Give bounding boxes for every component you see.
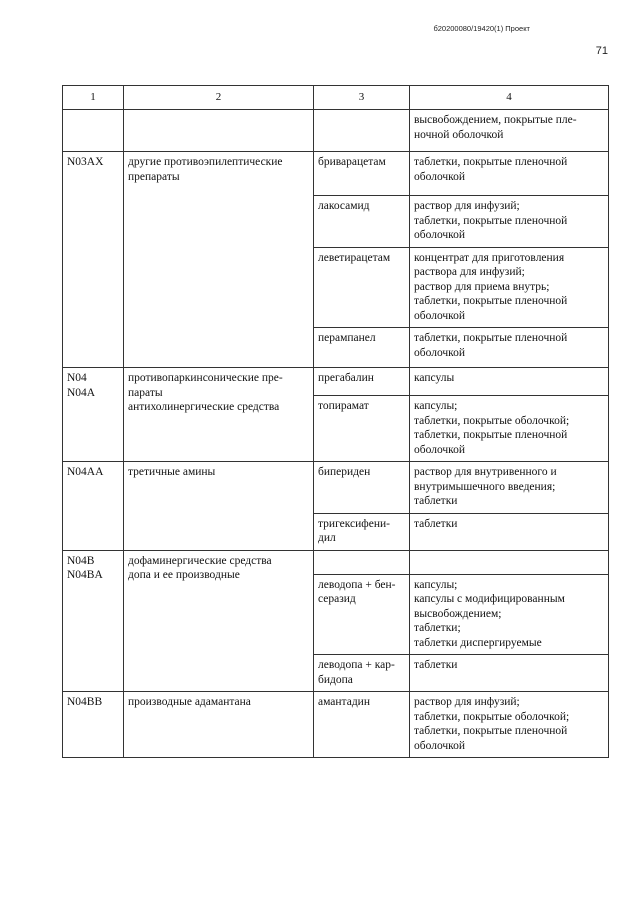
dosage-form-line: таблетки, покрытые пленочной [414, 156, 568, 168]
atc-code-cell [63, 110, 124, 152]
column-header: 3 [314, 86, 410, 110]
drug-name-cell [314, 110, 410, 152]
dosage-forms-cell [410, 396, 609, 462]
drug-name: бидопа [318, 673, 353, 686]
group-name-line: параты [128, 386, 163, 399]
drug-name-cell [314, 396, 410, 462]
dosage-form-line: таблетки [414, 495, 458, 507]
group-cell [124, 368, 314, 462]
atc-code: N04BA [67, 569, 103, 581]
group-name-line: третичные амины [128, 466, 216, 478]
dosage-form-line: раствор для внутривенного и [414, 466, 557, 478]
dosage-forms-cell [410, 462, 609, 514]
dosage-forms-cell [410, 328, 609, 368]
drug-name: серазид [318, 593, 356, 605]
dosage-forms-cell [410, 152, 609, 196]
dosage-form-line: таблетки, покрытые пленочной [414, 429, 568, 441]
group-name-line: допа и ее производные [128, 569, 240, 581]
dosage-forms-cell [410, 368, 609, 396]
drug-name-cell [314, 368, 410, 396]
dosage-form-line: таблетки [414, 517, 458, 530]
drug-name-cell [314, 328, 410, 368]
atc-code: N04BB [67, 696, 103, 708]
drug-name: прегабалин [318, 372, 374, 384]
drug-name-cell [314, 574, 410, 655]
group-name-line: дофаминергические средства [128, 554, 272, 567]
drug-name-cell [314, 196, 410, 248]
group-cell [124, 550, 314, 692]
group-cell [124, 110, 314, 152]
dosage-form-line: высвобождением, покрытые пле- [414, 114, 577, 126]
dosage-form-line: оболочкой [414, 739, 466, 752]
dosage-form-line: таблетки, покрытые пленочной [414, 214, 568, 227]
page-number: 71 [595, 45, 608, 57]
dosage-form-line: капсулы [414, 372, 455, 384]
dosage-form-line: капсулы с модифицированным [414, 593, 565, 605]
dosage-form-line: таблетки, покрытые пленочной [414, 332, 568, 344]
group-name-line: препараты [128, 170, 180, 183]
dosage-form-line: оболочкой [414, 229, 466, 241]
dosage-forms-cell [410, 574, 609, 655]
drug-name-cell [314, 513, 410, 550]
dosage-form-line: таблетки диспергируемые [414, 636, 542, 649]
dosage-forms-cell [410, 550, 609, 574]
table-row [63, 550, 609, 574]
drug-table [62, 85, 609, 758]
atc-code: N04B [67, 554, 95, 567]
drug-name-cell [314, 655, 410, 692]
drug-name: бипериден [318, 466, 371, 478]
drug-name: дил [318, 532, 336, 544]
drug-name: лакосамид [318, 200, 370, 212]
dosage-form-line: раствора для инфузий; [414, 266, 525, 278]
atc-code-cell [63, 368, 124, 462]
group-name-line: производные адамантана [128, 696, 251, 708]
atc-code: N04AA [67, 466, 104, 478]
dosage-form-line: раствор для инфузий; [414, 200, 520, 212]
dosage-form-line: таблетки, покрытые оболочкой; [414, 414, 570, 427]
group-cell [124, 692, 314, 758]
dosage-form-line: внутримышечного введения; [414, 480, 556, 493]
dosage-forms-cell [410, 692, 609, 758]
dosage-forms-cell [410, 196, 609, 248]
dosage-forms-cell [410, 110, 609, 152]
drug-name-cell [314, 692, 410, 758]
table-row [63, 110, 609, 152]
drug-name: топирамат [318, 400, 369, 412]
group-name-line: другие противоэпилептические [128, 156, 283, 168]
dosage-form-line: оболочкой [414, 443, 466, 456]
drug-name: леветирацетам [318, 251, 391, 264]
drug-name-cell [314, 550, 410, 574]
drug-name-cell [314, 462, 410, 514]
dosage-form-line: таблетки, покрытые пленочной [414, 295, 568, 307]
dosage-form-line: таблетки, покрытые пленочной [414, 725, 568, 737]
table-row [63, 692, 609, 758]
atc-code-cell [63, 692, 124, 758]
column-header: 1 [63, 86, 124, 110]
dosage-form-line: ночной оболочкой [414, 128, 504, 141]
column-header: 4 [410, 86, 609, 110]
drug-name: бриварацетам [318, 156, 386, 168]
table-row [63, 462, 609, 514]
document-id: б20200080/19420(1) Проект [433, 24, 530, 33]
drug-name: леводопа + кар- [318, 659, 395, 671]
table-header-row [63, 86, 609, 110]
dosage-form-line: раствор для инфузий; [414, 696, 520, 708]
group-cell [124, 462, 314, 551]
table-row [63, 152, 609, 196]
dosage-forms-cell [410, 513, 609, 550]
drug-name: тригексифени- [318, 517, 390, 530]
group-cell [124, 152, 314, 368]
drug-name-cell [314, 152, 410, 196]
drug-name-cell [314, 247, 410, 328]
dosage-form-line: таблетки [414, 659, 458, 671]
table-row [63, 368, 609, 396]
dosage-form-line: раствор для приема внутрь; [414, 280, 550, 293]
dosage-form-line: оболочкой [414, 309, 466, 322]
atc-code-cell [63, 550, 124, 692]
dosage-form-line: капсулы; [414, 578, 458, 591]
dosage-form-line: таблетки; [414, 622, 461, 634]
atc-code: N04 [67, 372, 87, 384]
dosage-form-line: таблетки, покрытые оболочкой; [414, 710, 570, 723]
drug-name: леводопа + бен- [318, 578, 396, 591]
atc-code-cell [63, 152, 124, 368]
dosage-form-line: капсулы; [414, 400, 458, 412]
dosage-form-line: оболочкой [414, 346, 466, 359]
drug-name: перампанел [318, 332, 376, 344]
group-name-line: антихолинергические средства [128, 401, 280, 413]
dosage-forms-cell [410, 247, 609, 328]
column-header: 2 [124, 86, 314, 110]
drug-name: амантадин [318, 696, 370, 708]
atc-code: N03AX [67, 156, 104, 168]
dosage-forms-cell [410, 655, 609, 692]
dosage-form-line: оболочкой [414, 170, 466, 183]
atc-code-cell [63, 462, 124, 551]
group-name-line: противопаркинсонические пре- [128, 372, 283, 384]
dosage-form-line: концентрат для приготовления [414, 251, 565, 264]
dosage-form-line: высвобождением; [414, 607, 502, 620]
atc-code: N04A [67, 386, 96, 399]
